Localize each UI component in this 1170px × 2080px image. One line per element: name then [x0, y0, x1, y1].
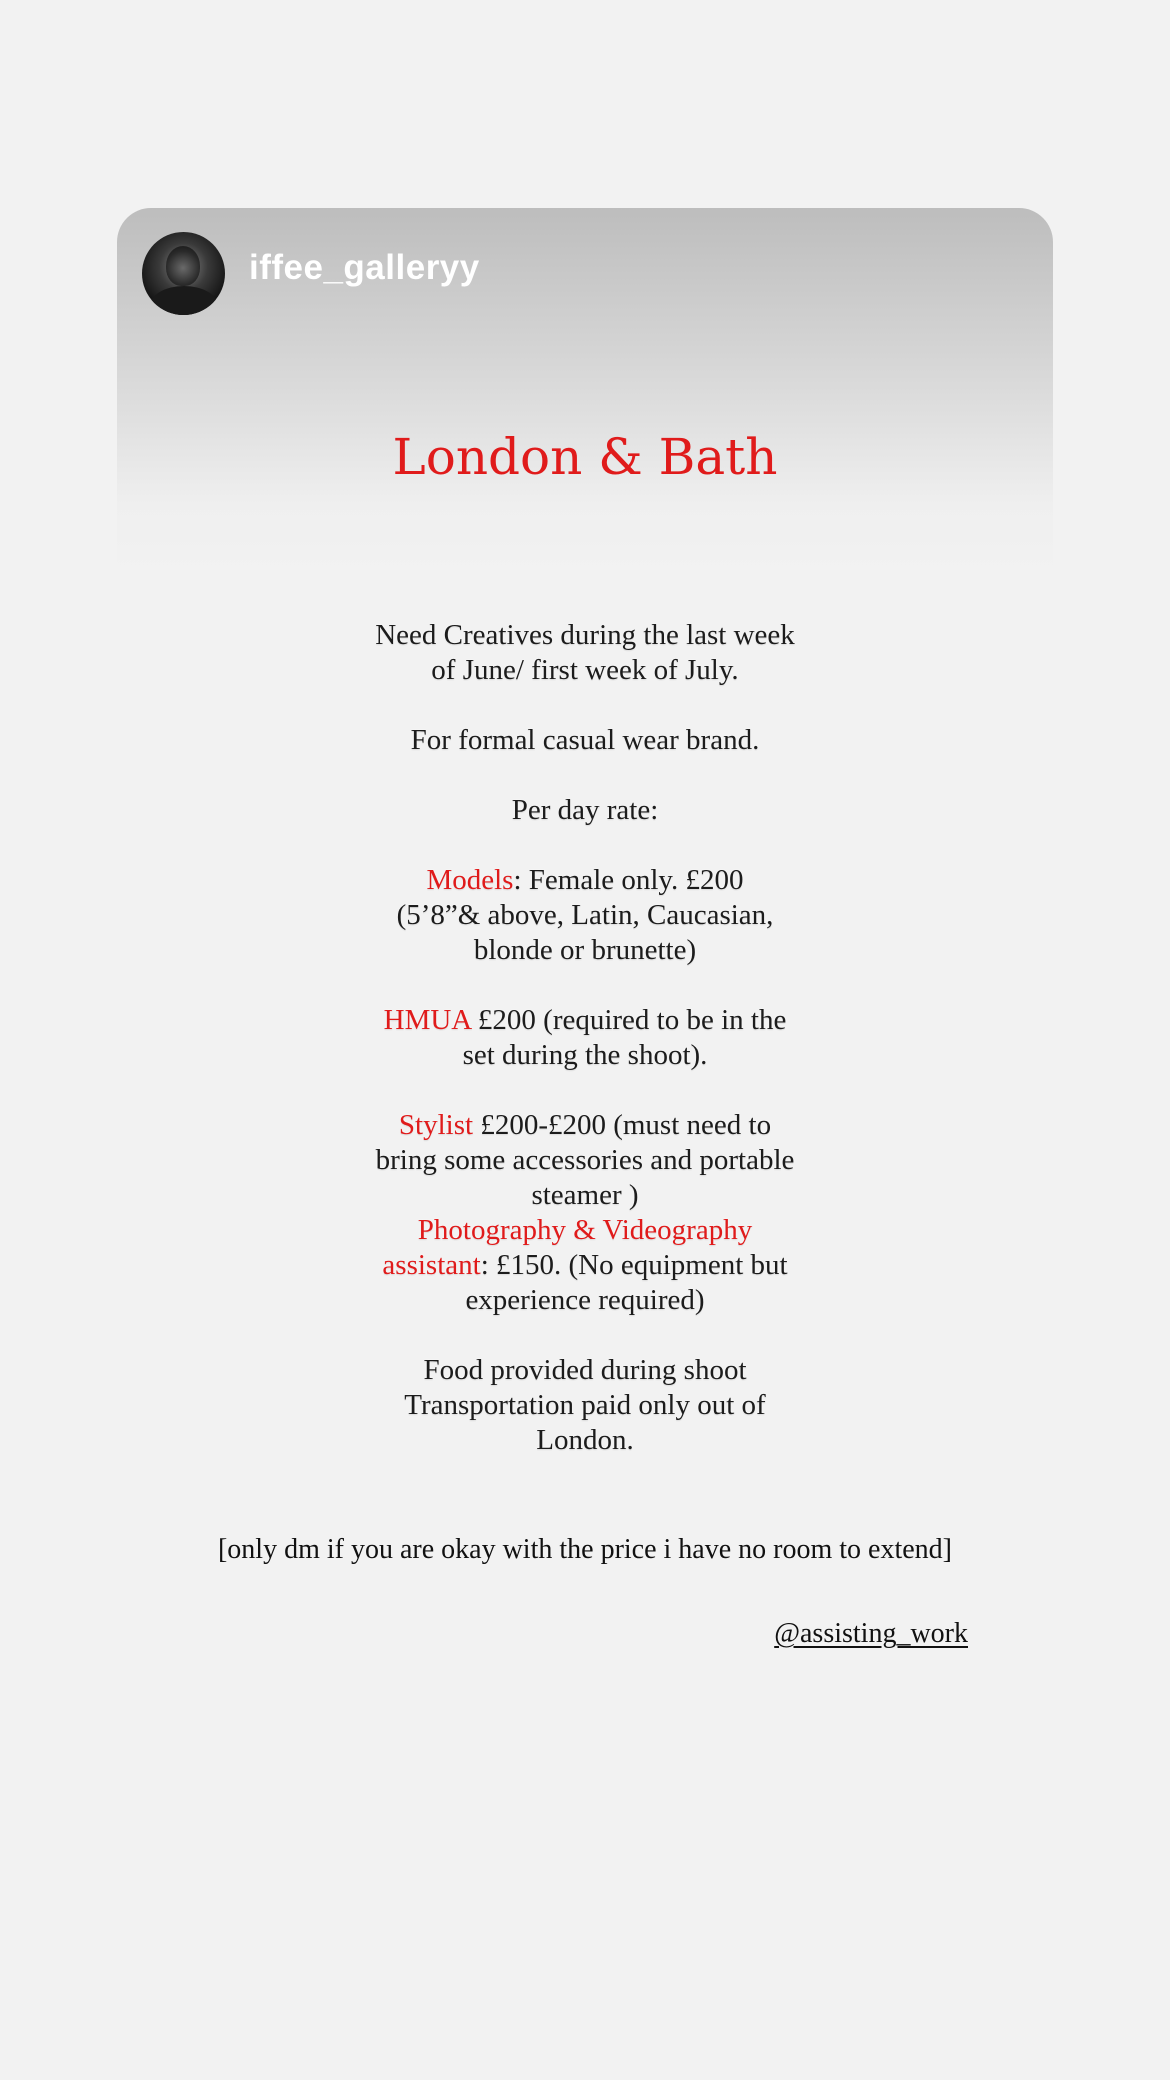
footnote: [only dm if you are okay with the price i have no room to extend] — [217, 1534, 952, 1565]
food-line: Food provided during shoot — [423, 1354, 747, 1386]
models-line — [300, 863, 870, 898]
hmua-detail: £200 (required to be in the — [470, 1004, 787, 1036]
models-detail: : Female only. £200 — [513, 864, 744, 896]
photo-line — [300, 1248, 870, 1283]
intro-line: Need Creatives during the last week — [375, 619, 795, 651]
photo-detail: : £150. (No equipment but — [480, 1249, 788, 1281]
stylist-detail-line: steamer ) — [531, 1179, 639, 1211]
models-role: Models — [426, 864, 514, 896]
hmua-role: HMUA — [383, 1004, 471, 1036]
intro-line: of June/ first week of July. — [431, 654, 739, 686]
avatar-head-shape — [166, 246, 200, 286]
username[interactable]: iffee_galleryy — [249, 248, 480, 287]
models-detail-line: (5’8”& above, Latin, Caucasian, — [396, 899, 774, 931]
stylist-detail: £200-£200 (must need to — [473, 1109, 772, 1141]
mention-link[interactable]: @assisting_work — [774, 1618, 968, 1649]
post-headline: London & Bath — [392, 428, 778, 486]
brand-line: For formal casual wear brand. — [410, 724, 760, 756]
avatar-shoulders-shape — [150, 286, 218, 315]
stylist-detail-line: bring some accessories and portable — [375, 1144, 795, 1176]
photo-role-line: Photography & Videography — [417, 1214, 753, 1246]
hmua-detail-line: set during the shoot). — [462, 1039, 708, 1071]
rate-line: Per day rate: — [511, 794, 659, 826]
transport-line: Transportation paid only out of — [404, 1389, 766, 1421]
photo-detail-line: experience required) — [465, 1284, 705, 1316]
avatar[interactable] — [142, 232, 225, 315]
hmua-line — [300, 1003, 870, 1038]
post-body — [300, 618, 870, 1458]
stylist-role: Stylist — [398, 1109, 474, 1141]
photo-role: assistant — [382, 1249, 481, 1281]
stylist-line — [300, 1108, 870, 1143]
transport-line: London. — [536, 1424, 634, 1456]
models-detail-line: blonde or brunette) — [473, 934, 697, 966]
